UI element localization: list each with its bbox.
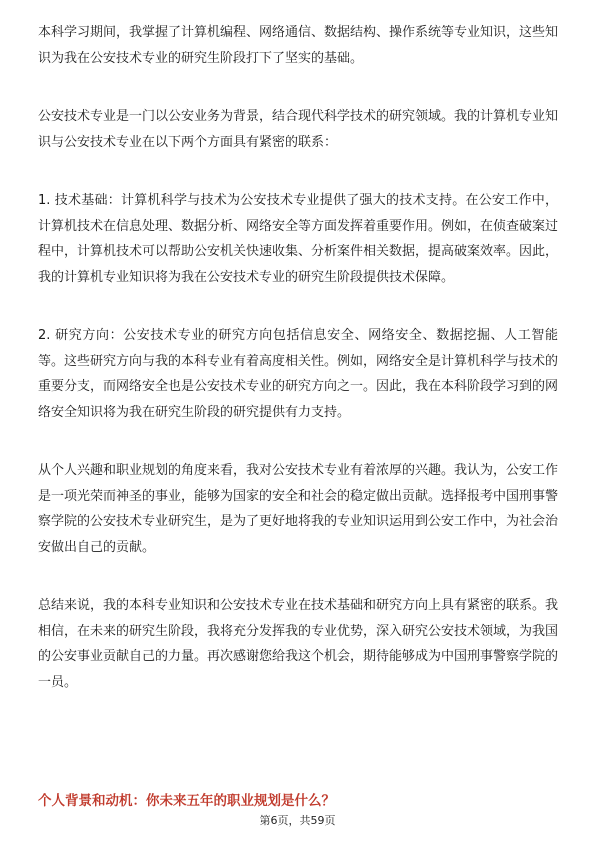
page-number-footer: 第6页，共59页	[259, 814, 336, 827]
paragraph-interest-career: 从个人兴趣和职业规划的角度来看，我对公安技术专业有着浓厚的兴趣。我认为，公安工作是一项光荣而神圣的事业，能够为国家的安全和社会的稳定做出贡献。选择报考中国刑事警察学院的公安技术专业研究生，是为了更好地将我的专业知识运用到公安工作中，为社会治安做出自己的贡献。	[38, 463, 559, 555]
document-body	[38, 20, 558, 728]
question-heading: 个人背景和动机：你未来五年的职业规划是什么？	[38, 793, 335, 809]
paragraph-technical-foundation: 1. 技术基础：计算机科学与技术为公安技术专业提供了强大的技术支持。在公安工作中，计算机技术在信息处理、数据分析、网络安全等方面发挥着重要作用。例如，在侦查破案过程中，计算机技术可以帮助公安机关快速收集、分析案件相关数据，提高破案效率。因此，我的计算机专业知识将为我在公安技术专业的研究生阶段提供技术保障。	[38, 193, 559, 285]
paragraph-major-intro: 公安技术专业是一门以公安业务为背景，结合现代科学技术的研究领域。我的计算机专业知识与公安技术专业在以下两个方面具有紧密的联系：	[38, 109, 559, 150]
paragraph-undergrad-knowledge: 本科学习期间，我掌握了计算机编程、网络通信、数据结构、操作系统等专业知识，这些知识为我在公安技术专业的研究生阶段打下了坚实的基础。	[38, 25, 559, 66]
paragraph-conclusion: 总结来说，我的本科专业知识和公安技术专业在技术基础和研究方向上具有紧密的联系。我相信，在未来的研究生阶段，我将充分发挥我的专业优势，深入研究公安技术领域，为我国的公安事业贡献自己的力量。再次感谢您给我这个机会，期待能够成为中国刑事警察学院的一员。	[38, 598, 559, 690]
paragraph-research-direction: 2. 研究方向：公安技术专业的研究方向包括信息安全、网络安全、数据挖掘、人工智能等。这些研究方向与我的本科专业有着高度相关性。例如，网络安全是计算机科学与技术的重要分支，而网络安全也是公安技术专业的研究方向之一。因此，我在本科阶段学习到的网络安全知识将为我在研究生阶段的研究提供有力支持。	[38, 328, 559, 420]
